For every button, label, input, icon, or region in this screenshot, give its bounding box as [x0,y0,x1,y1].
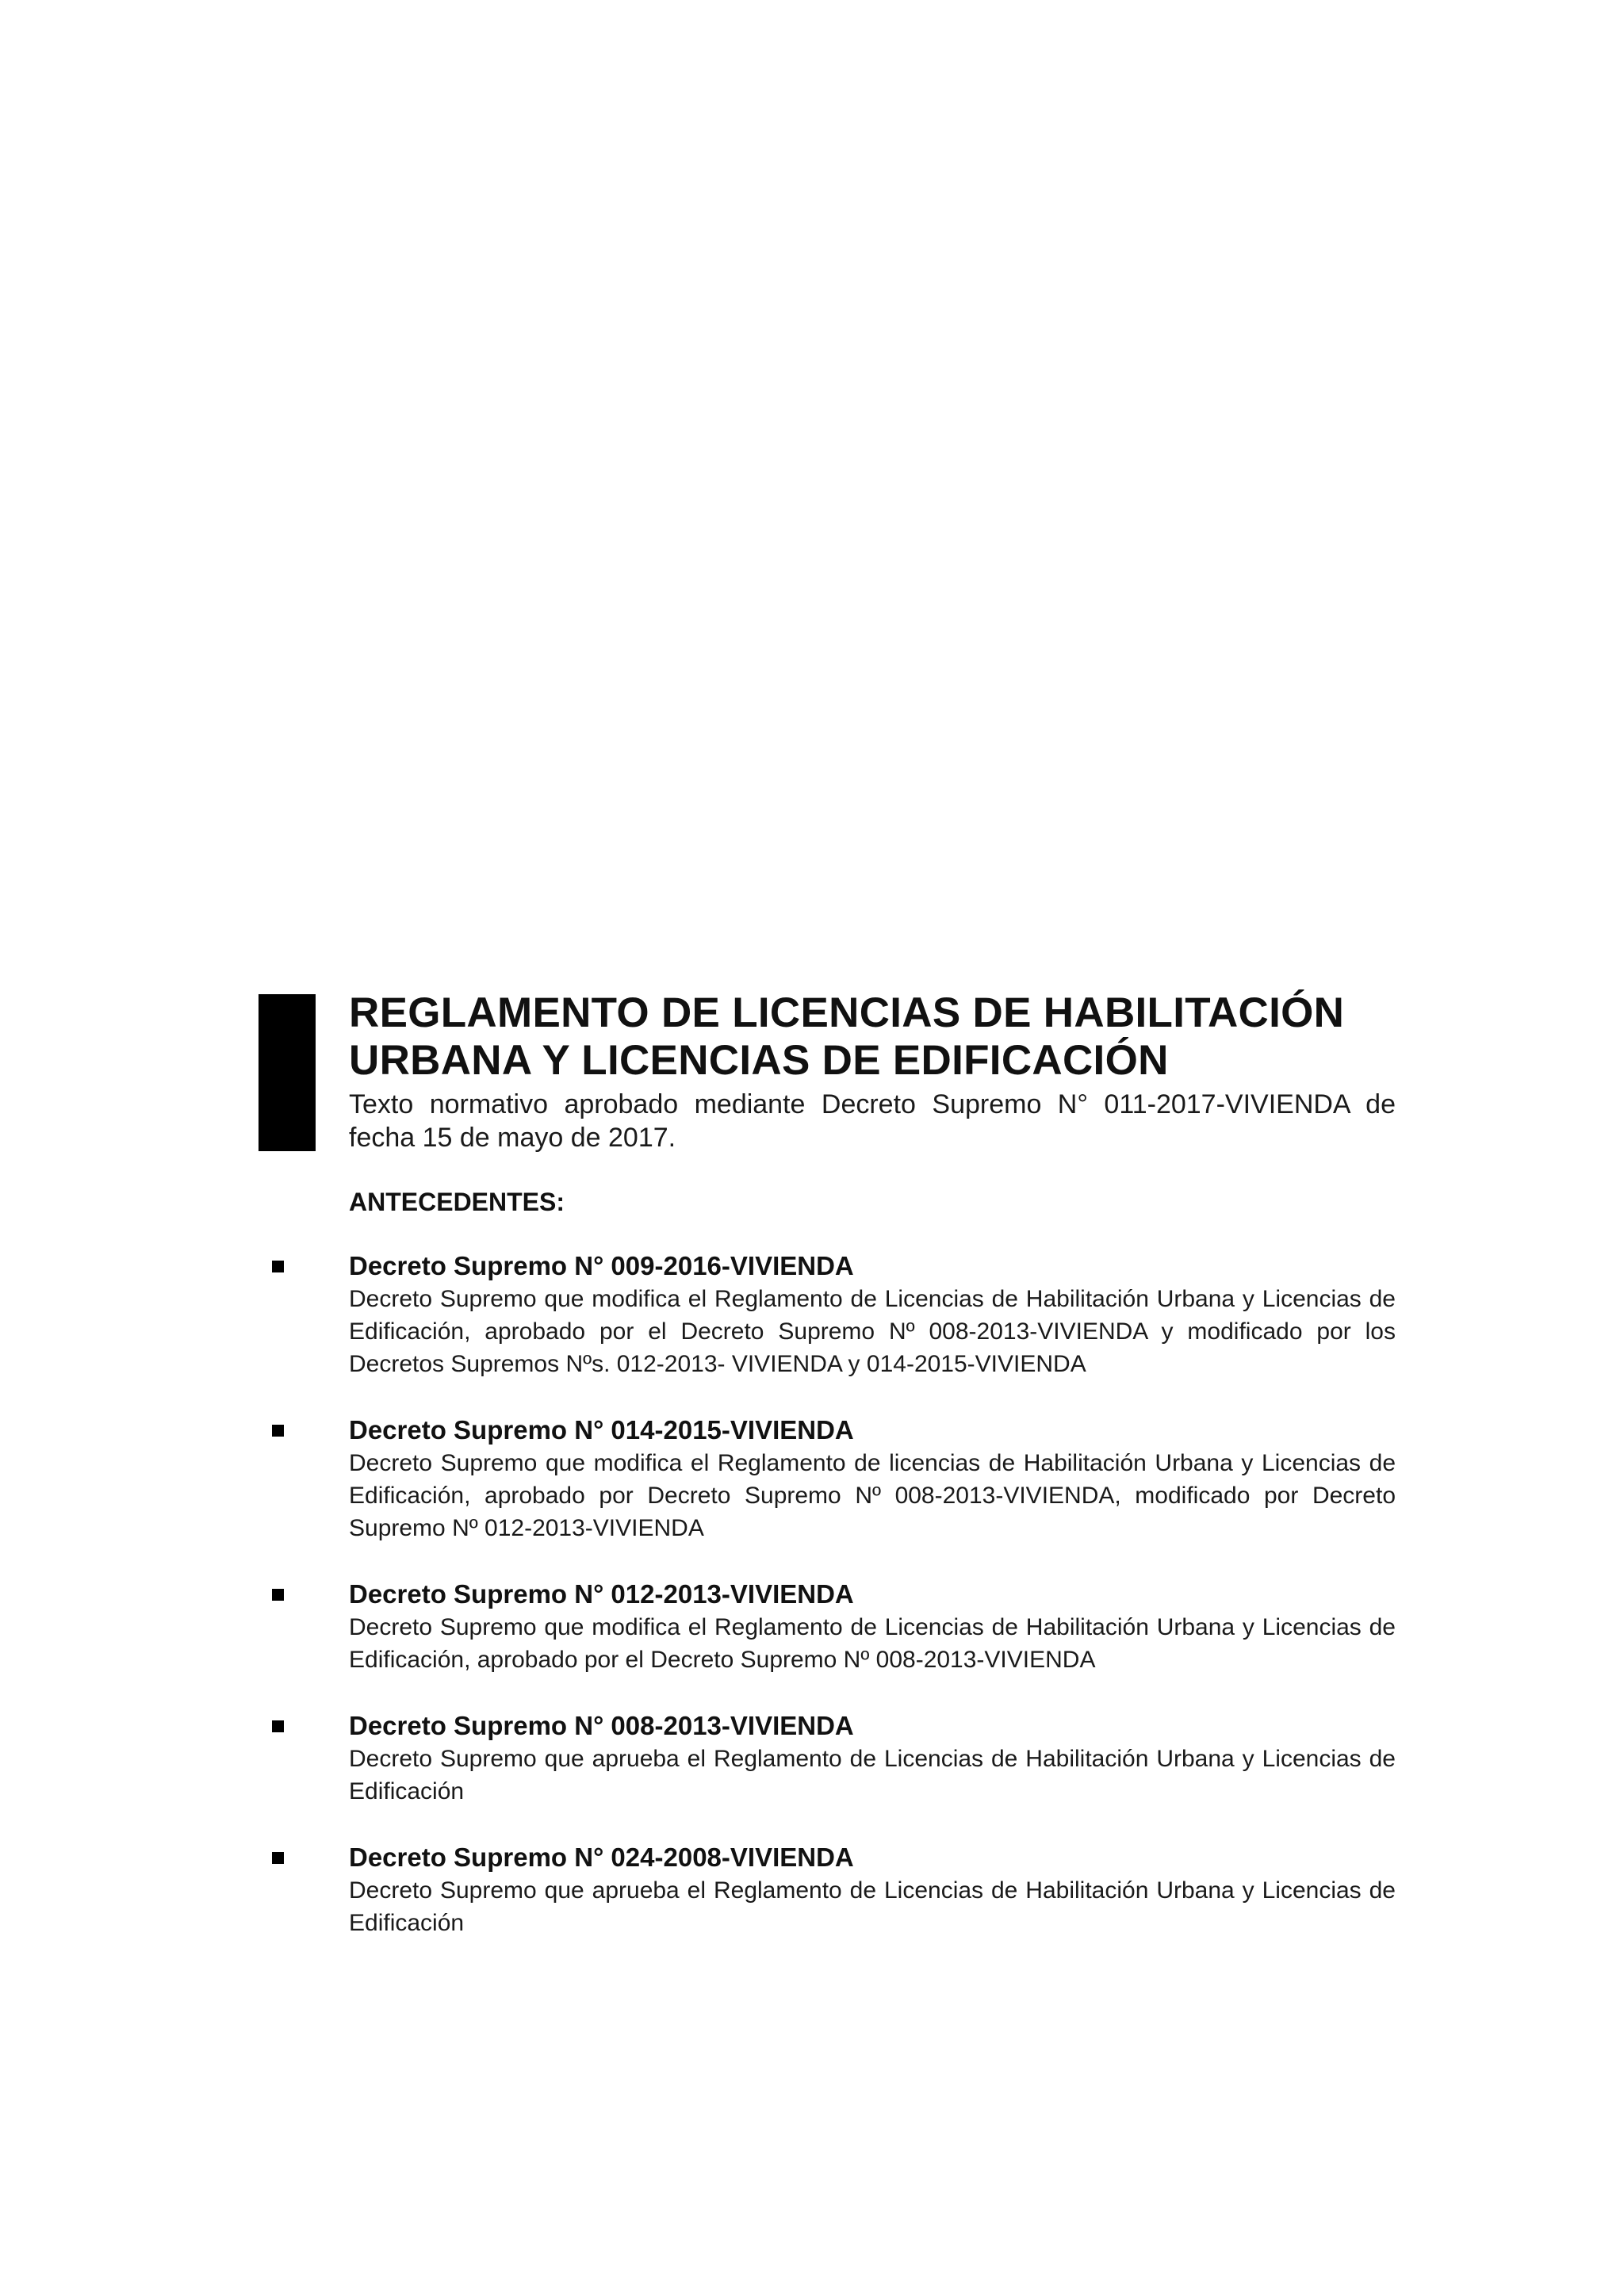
antecedente-item [0,1249,1624,1380]
antecedente-body [349,1414,1396,1544]
section-heading-antecedentes: ANTECEDENTES: [349,1188,565,1216]
document-subtitle: Texto normativo aprobado mediante Decreto Supremo N° 011-2017-VIVIENDA de fecha 15 de mayo de 2017. [349,1089,1396,1153]
antecedente-description: Decreto Supremo que aprueba el Reglamento de Licencias de Habilitación Urbana y Licencias de Edificación [349,1746,1396,1804]
antecedente-body [349,1249,1396,1380]
antecedente-title: Decreto Supremo N° 012-2013-VIVIENDA [349,1579,854,1609]
square-bullet-icon [272,1261,284,1272]
antecedente-title: Decreto Supremo N° 008-2013-VIVIENDA [349,1711,854,1740]
square-bullet-icon [272,1589,284,1601]
antecedente-body [349,1709,1396,1808]
document-title-line-1: REGLAMENTO DE LICENCIAS DE HABILITACIÓN [349,989,1345,1036]
antecedente-title: Decreto Supremo N° 014-2015-VIVIENDA [349,1415,854,1445]
document-title-line-2: URBANA Y LICENCIAS DE EDIFICACIÓN [349,1037,1169,1084]
square-bullet-icon [272,1425,284,1437]
antecedente-item [0,1578,1624,1676]
antecedente-item [0,1841,1624,1939]
antecedente-description: Decreto Supremo que modifica el Reglamento de Licencias de Habilitación Urbana y Licencias de Edificación, aprobado por el Decreto Supremo Nº 008-2013-VIVIENDA [349,1614,1396,1673]
antecedente-description: Decreto Supremo que modifica el Reglamento de Licencias de Habilitación Urbana y Licencias de Edificación, aprobado por el Decreto Supremo Nº 008-2013-VIVIENDA y modificado por los Decretos Supremos Nºs. 012-2013- VIVIENDA y 014-2015-VIVIENDA [349,1286,1396,1377]
antecedente-title: Decreto Supremo N° 009-2016-VIVIENDA [349,1251,854,1280]
document-header [349,989,1396,1218]
antecedente-item [0,1414,1624,1544]
antecedente-item [0,1709,1624,1808]
antecedentes-list [0,1249,1624,1973]
decorative-side-bar [259,994,316,1151]
antecedente-title: Decreto Supremo N° 024-2008-VIVIENDA [349,1843,854,1872]
square-bullet-icon [272,1720,284,1732]
antecedente-description: Decreto Supremo que aprueba el Reglamento de Licencias de Habilitación Urbana y Licencias de Edificación [349,1877,1396,1936]
antecedente-description: Decreto Supremo que modifica el Reglamento de licencias de Habilitación Urbana y Licencias de Edificación, aprobado por Decreto Supremo Nº 008-2013-VIVIENDA, modificado por Decreto Supremo Nº 012-2013-VIVIENDA [349,1450,1396,1541]
square-bullet-icon [272,1852,284,1864]
antecedente-body [349,1578,1396,1676]
antecedente-body [349,1841,1396,1939]
